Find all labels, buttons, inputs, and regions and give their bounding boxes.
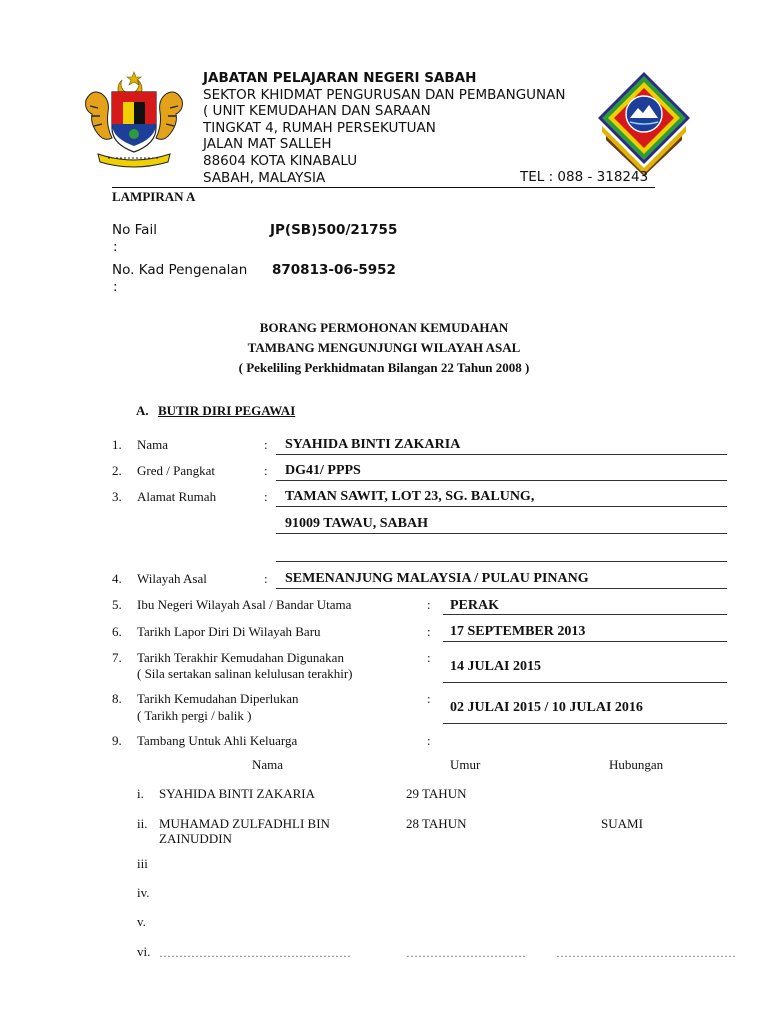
family-row-2-name: MUHAMAD ZULFADHLI BIN <box>159 816 330 831</box>
section-a-title: BUTIR DIRI PEGAWAI <box>158 403 296 418</box>
family-row-4-number: iv. <box>137 885 150 900</box>
field-6-colon: : <box>427 624 431 639</box>
family-row-5-number: v. <box>137 914 146 929</box>
field-4-label: Wilayah Asal <box>137 571 207 586</box>
name-value: SYAHIDA BINTI ZAKARIA <box>285 437 461 452</box>
field-7-number: 7. <box>112 650 122 665</box>
field-5-colon: : <box>427 597 431 612</box>
field-8-colon: : <box>427 691 431 706</box>
last-used-date-value: 14 JULAI 2015 <box>450 659 542 674</box>
field-3-label: Alamat Rumah <box>137 489 217 504</box>
address-underline-1 <box>276 506 727 507</box>
attachment-label: LAMPIRAN A <box>112 189 196 204</box>
field-7-note: ( Sila sertakan salinan kelulusan terakhir) <box>137 666 353 681</box>
family-row-2-number: ii. <box>137 816 148 831</box>
required-dates-value: 02 JULAI 2015 / 10 JULAI 2016 <box>450 700 643 715</box>
last-used-date-underline <box>443 682 727 683</box>
family-row-2-relationship: SUAMI <box>601 816 643 831</box>
department-name: JABATAN PELAJARAN NEGERI SABAH <box>203 70 477 86</box>
report-date-underline <box>443 641 727 642</box>
capital-city-value: PERAK <box>450 598 499 613</box>
address-line-4: SABAH, MALAYSIA <box>203 169 326 186</box>
field-9-colon: : <box>427 733 431 748</box>
address-underline-3 <box>276 561 727 562</box>
capital-city-underline <box>443 614 727 615</box>
family-row-1-age: 29 TAHUN <box>406 786 467 801</box>
field-5-label: Ibu Negeri Wilayah Asal / Bandar Utama <box>137 597 352 612</box>
home-region-value: SEMENANJUNG MALAYSIA / PULAU PINANG <box>285 571 589 586</box>
coat-of-arms-logo <box>78 70 190 170</box>
field-2-colon: : <box>264 463 268 478</box>
file-number-colon: : <box>113 239 118 255</box>
family-row-6-name-dots: ………………………………………… <box>159 946 351 960</box>
ic-number-label: No. Kad Pengenalan <box>112 262 248 278</box>
family-header-name: Nama <box>252 757 284 772</box>
family-row-6-age-dots: ………………………… <box>406 946 526 960</box>
field-6-number: 6. <box>112 624 122 639</box>
family-row-6-relationship-dots: ……………………………………… <box>556 946 736 960</box>
ic-number-value: 870813-06-5952 <box>272 262 396 278</box>
telephone-number: TEL : 088 - 318243 <box>520 169 649 185</box>
unit-name: ( UNIT KEMUDAHAN DAN SARAAN <box>203 103 431 120</box>
file-number-value: JP(SB)500/21755 <box>270 222 398 238</box>
field-2-number: 2. <box>112 463 122 478</box>
grade-underline <box>276 480 727 481</box>
field-7-label: Tarikh Terakhir Kemudahan Digunakan <box>137 650 344 665</box>
family-row-2-name-cont: ZAINUDDIN <box>159 831 232 846</box>
form-title-line-1: BORANG PERMOHONAN KEMUDAHAN <box>259 320 509 335</box>
header-divider <box>112 187 655 188</box>
sector-name: SEKTOR KHIDMAT PENGURUSAN DAN PEMBANGUNAN <box>203 86 566 103</box>
field-1-colon: : <box>264 437 268 452</box>
family-header-relationship: Hubungan <box>609 757 664 772</box>
family-header-age: Umur <box>450 757 481 772</box>
field-9-number: 9. <box>112 733 122 748</box>
field-4-colon: : <box>264 571 268 586</box>
address-value-line-2: 91009 TAWAU, SABAH <box>285 516 429 531</box>
form-title-line-2: TAMBANG MENGUNJUNGI WILAYAH ASAL <box>247 340 521 355</box>
field-8-label: Tarikh Kemudahan Diperlukan <box>137 691 299 706</box>
family-row-6-number: vi. <box>137 944 151 959</box>
family-row-3-number: iii <box>137 856 148 871</box>
address-line-1: TINGKAT 4, RUMAH PERSEKUTUAN <box>203 119 436 136</box>
field-5-number: 5. <box>112 597 122 612</box>
field-8-number: 8. <box>112 691 122 706</box>
address-line-3: 88604 KOTA KINABALU <box>203 152 358 169</box>
file-number-label: No Fail <box>112 222 157 238</box>
address-line-2: JALAN MAT SALLEH <box>203 136 332 153</box>
field-1-number: 1. <box>112 437 122 452</box>
field-1-label: Nama <box>137 437 169 452</box>
field-3-number: 3. <box>112 489 122 504</box>
ic-number-colon: : <box>113 279 118 295</box>
field-8-note: ( Tarikh pergi / balik ) <box>137 708 252 723</box>
form-title-circular: ( Pekeliling Perkhidmatan Bilangan 22 Tahun 2008 ) <box>238 360 530 375</box>
family-row-1-number: i. <box>137 786 144 801</box>
field-9-label: Tambang Untuk Ahli Keluarga <box>137 733 298 748</box>
address-value-line-1: TAMAN SAWIT, LOT 23, SG. BALUNG, <box>285 489 535 504</box>
field-3-colon: : <box>264 489 268 504</box>
home-region-underline <box>276 588 727 589</box>
field-7-colon: : <box>427 650 431 665</box>
section-a-letter: A. <box>136 403 149 418</box>
report-date-value: 17 SEPTEMBER 2013 <box>450 624 586 639</box>
required-dates-underline <box>443 723 727 724</box>
field-6-label: Tarikh Lapor Diri Di Wilayah Baru <box>137 624 321 639</box>
field-2-label: Gred / Pangkat <box>137 463 215 478</box>
name-underline <box>276 454 727 455</box>
family-row-1-name: SYAHIDA BINTI ZAKARIA <box>159 786 315 801</box>
address-underline-2 <box>276 533 727 534</box>
field-4-number: 4. <box>112 571 122 586</box>
family-row-2-age: 28 TAHUN <box>406 816 467 831</box>
grade-value: DG41/ PPPS <box>285 463 361 478</box>
